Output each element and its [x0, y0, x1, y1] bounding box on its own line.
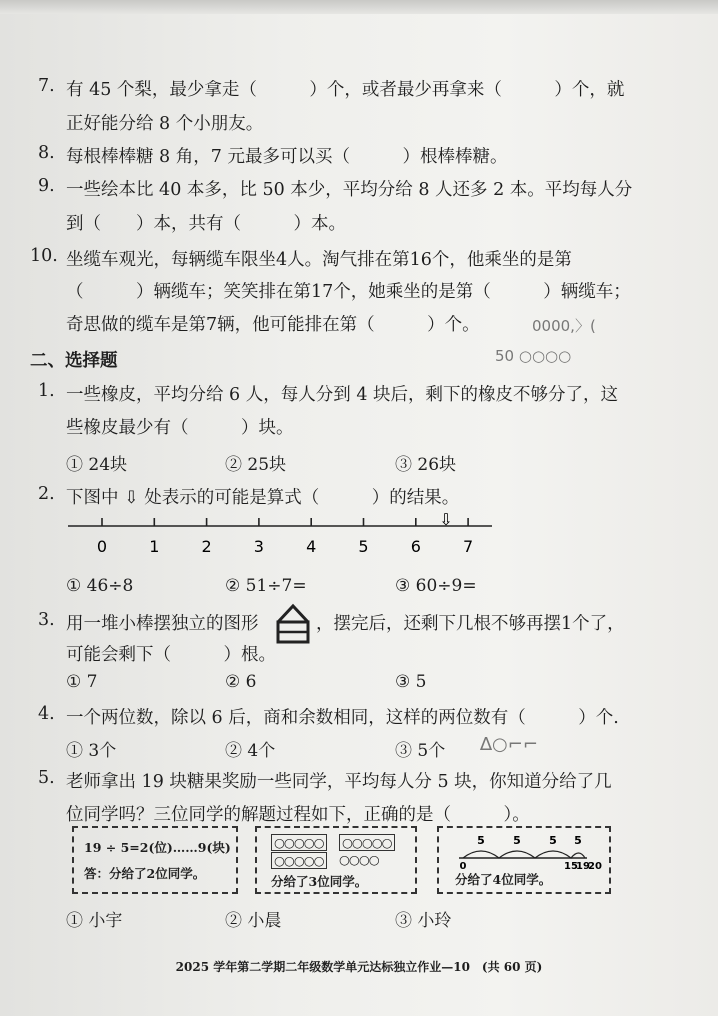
option-a[interactable]: ① 46÷8	[66, 576, 134, 596]
option-c[interactable]: ③ 5个	[395, 741, 446, 761]
solution-box-xiaoling	[437, 826, 611, 894]
option-b[interactable]: ② 51÷7=	[225, 576, 307, 596]
jump-number-line	[445, 830, 605, 870]
number-line-label: 6	[410, 537, 421, 556]
top-edge-shadow	[0, 0, 718, 14]
option-c[interactable]: ③ 5	[395, 672, 427, 692]
solution-box-xiaoyu	[72, 826, 238, 894]
question-text: 每根棒棒糖 8 角，7 元最多可以买（ ）根棒棒糖。	[66, 147, 508, 167]
answer-text: 答：分给了2位同学。	[84, 866, 206, 881]
question-text: 可能会剩下（ ）根。	[66, 645, 276, 665]
question-text: 下图中 ⇩ 处表示的可能是算式（ ）的结果。	[66, 488, 460, 508]
question-text: 到（ ）本，共有（ ）本。	[66, 214, 346, 234]
question-text: 一些橡皮，平均分给 6 人，每人分到 4 块后，剩下的橡皮不够分了，这	[66, 385, 619, 405]
question-text: ，摆完后，还剩下几根不够再摆1个了，	[316, 614, 625, 634]
option-a[interactable]: ① 小宇	[66, 911, 123, 931]
number-line	[60, 508, 500, 560]
question-text: 位同学吗？三位同学的解题过程如下，正确的是（ ）。	[66, 805, 530, 825]
division-expression: 19 ÷ 5=2(位)……9(块)	[84, 840, 231, 855]
answer-text: 分给了4位同学。	[455, 872, 552, 887]
option-c[interactable]: ③ 60÷9=	[395, 576, 477, 596]
question-number: 3.	[38, 610, 55, 630]
question-number: 4.	[38, 704, 55, 724]
option-a[interactable]: ① 7	[66, 672, 98, 692]
question-number: 8.	[38, 143, 55, 163]
jump-tick-label: 20	[588, 861, 602, 870]
circle-group: ○○○○	[339, 852, 379, 867]
question-text: 坐缆车观光，每辆缆车限坐4人。淘气排在第16个，他乘坐的是第	[66, 250, 572, 270]
question-text: 正好能分给 8 个小朋友。	[66, 114, 264, 134]
option-b[interactable]: ② 6	[225, 672, 257, 692]
option-c[interactable]: ③ 26块	[395, 455, 457, 475]
jump-tick-label: 15	[564, 861, 578, 870]
question-number: 9.	[38, 176, 55, 196]
number-line-label: 3	[253, 537, 264, 556]
question-number: 10.	[30, 246, 58, 266]
question-text: （ ）辆缆车；笑笑排在第17个，她乘坐的是第（ ）辆缆车；	[66, 282, 631, 302]
question-number: 5.	[38, 768, 55, 788]
question-text: 老师拿出 19 块糖果奖励一些同学，平均每人分 5 块，你知道分给了几	[66, 772, 612, 792]
pencil-scribble: ∆○⌐⌐	[480, 734, 538, 755]
question-text: 一些绘本比 40 本多，比 50 本少，平均分给 8 人还多 2 本。平均每人分	[66, 180, 633, 200]
question-number: 1.	[38, 381, 55, 401]
number-line-label: 2	[201, 537, 212, 556]
jump-label: 5	[549, 834, 557, 847]
down-arrow-icon: ⇩	[439, 510, 453, 529]
circle-group: ○○○○○	[339, 834, 395, 851]
question-number: 7.	[38, 76, 55, 96]
circle-group: ○○○○○	[271, 852, 327, 869]
number-line-label: 7	[463, 537, 474, 556]
number-line-label: 4	[306, 537, 317, 556]
question-text: 用一堆小棒摆独立的图形	[66, 614, 259, 634]
section-title: 二、选择题	[30, 351, 118, 371]
solution-box-xiaochen	[255, 826, 417, 894]
jump-label: 5	[574, 834, 582, 847]
pencil-scribble: 50 ○○○○	[495, 347, 572, 365]
question-text: 奇思做的缆车是第7辆，他可能排在第（ ）个。	[66, 315, 480, 335]
pencil-scribble: 0000,〉(	[532, 317, 596, 335]
question-text: 一个两位数，除以 6 后，商和余数相同，这样的两位数有（ ）个.	[66, 708, 619, 728]
option-b[interactable]: ② 25块	[225, 455, 287, 475]
number-line-label: 5	[358, 537, 369, 556]
option-c[interactable]: ③ 小玲	[395, 911, 452, 931]
question-number: 2.	[38, 484, 55, 504]
question-text: 些橡皮最少有（ ）块。	[66, 418, 294, 438]
question-text: 有 45 个梨，最少拿走（ ）个，或者最少再拿来（ ）个，就	[66, 80, 625, 100]
page-footer: 2025 学年第二学期二年级数学单元达标独立作业—10 (共 60 页)	[175, 960, 543, 974]
number-line-label: 0	[96, 537, 108, 556]
jump-tick-label: 19	[576, 861, 590, 870]
option-b[interactable]: ② 4个	[225, 741, 276, 761]
option-a[interactable]: ① 3个	[66, 741, 117, 761]
jump-label: 5	[477, 834, 485, 847]
option-b[interactable]: ② 小晨	[225, 911, 282, 931]
house-figure-icon	[274, 602, 312, 644]
circle-group: ○○○○○	[271, 834, 327, 851]
option-a[interactable]: ① 24块	[66, 455, 128, 475]
jump-tick-label: 0	[459, 861, 467, 870]
number-line-label: 1	[149, 537, 160, 556]
answer-text: 分给了3位同学。	[271, 874, 368, 889]
jump-label: 5	[513, 834, 521, 847]
